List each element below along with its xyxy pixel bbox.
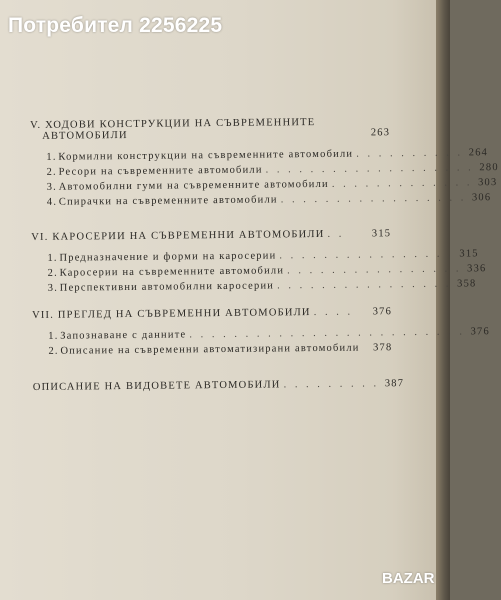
chapter-title: ОПИСАНИЕ НА ВИДОВЕТЕ АВТОМОБИЛИ bbox=[32, 379, 281, 393]
toc-item: 3. Автомобилни гуми на съвременните автомобили . . . . . . . . . . . . . 303 bbox=[46, 177, 498, 193]
chapter-page-number: 315 bbox=[371, 228, 392, 240]
toc-chapter-vii bbox=[31, 306, 490, 357]
toc-item: 2. Каросерии на съвременните автомобили . . . . . . . . . . . . . . . . 336 bbox=[47, 263, 487, 279]
chapter-title: VI. КАРОСЕРИИ НА СЪВРЕМЕННИ АВТОМОБИЛИ bbox=[31, 228, 325, 243]
chapter-page-number: 376 bbox=[372, 306, 393, 318]
chapter-page-number: 263 bbox=[370, 127, 391, 139]
chapter-title-row: ОПИСАНИЕ НА ВИДОВЕТЕ АВТОМОБИЛИ . . . . . . . . . 387 bbox=[32, 378, 405, 393]
seller-watermark: Потребител 2256225 bbox=[8, 14, 223, 37]
page-edge-shadow bbox=[436, 0, 450, 600]
toc-item: 3. Перспективни автомобилни каросерии . . . . . . . . . . . . . . . . 358 bbox=[47, 278, 477, 294]
chapter-title-row: VI. КАРОСЕРИИ НА СЪВРЕМЕННИ АВТОМОБИЛИ . . 315 bbox=[31, 228, 392, 243]
toc-item: 2. Описание на съвременни автоматизирани автомобили 378 bbox=[48, 342, 393, 357]
toc-item: 1. Запознаване с данните . . . . . . . . . . . . . . . . . . . . . . . . . 376 bbox=[48, 326, 490, 342]
chapter-title-line1: V. ХОДОВИ КОНСТРУКЦИИ НА СЪВРЕМЕННИТЕ bbox=[30, 117, 316, 131]
toc-item: 1. Предназначение и форми на каросерии . . . . . . . . . . . . . . . . 315 bbox=[47, 248, 479, 264]
bazar-logo: BAZAR bbox=[382, 570, 435, 587]
chapter-title-row: VII. ПРЕГЛЕД НА СЪВРЕМЕННИ АВТОМОБИЛИ . . . . 376 bbox=[31, 306, 393, 321]
chapter-page-number: 387 bbox=[384, 378, 405, 390]
toc-subsection-list bbox=[30, 147, 499, 208]
toc-item: 4. Спирачки на съвременните автомобили . . . . . . . . . . . . . . . . . 306 bbox=[46, 192, 492, 208]
toc-item: 2. Ресори на съвременните автомобили . . . . . . . . . . . . . . . . . . . 280 bbox=[46, 162, 499, 178]
toc-chapter-v bbox=[30, 116, 499, 208]
toc-subsection-list bbox=[31, 248, 487, 294]
toc-item: 1. Кормилни конструкции на съвременните автомобили . . . . . . . . . . 264 bbox=[46, 147, 489, 163]
chapter-title-line2: АВТОМОБИЛИ bbox=[42, 129, 128, 142]
chapter-title: VII. ПРЕГЛЕД НА СЪВРЕМЕННИ АВТОМОБИЛИ bbox=[31, 307, 311, 321]
toc-chapter-vi bbox=[31, 228, 487, 294]
toc-subsection-list bbox=[32, 326, 490, 357]
